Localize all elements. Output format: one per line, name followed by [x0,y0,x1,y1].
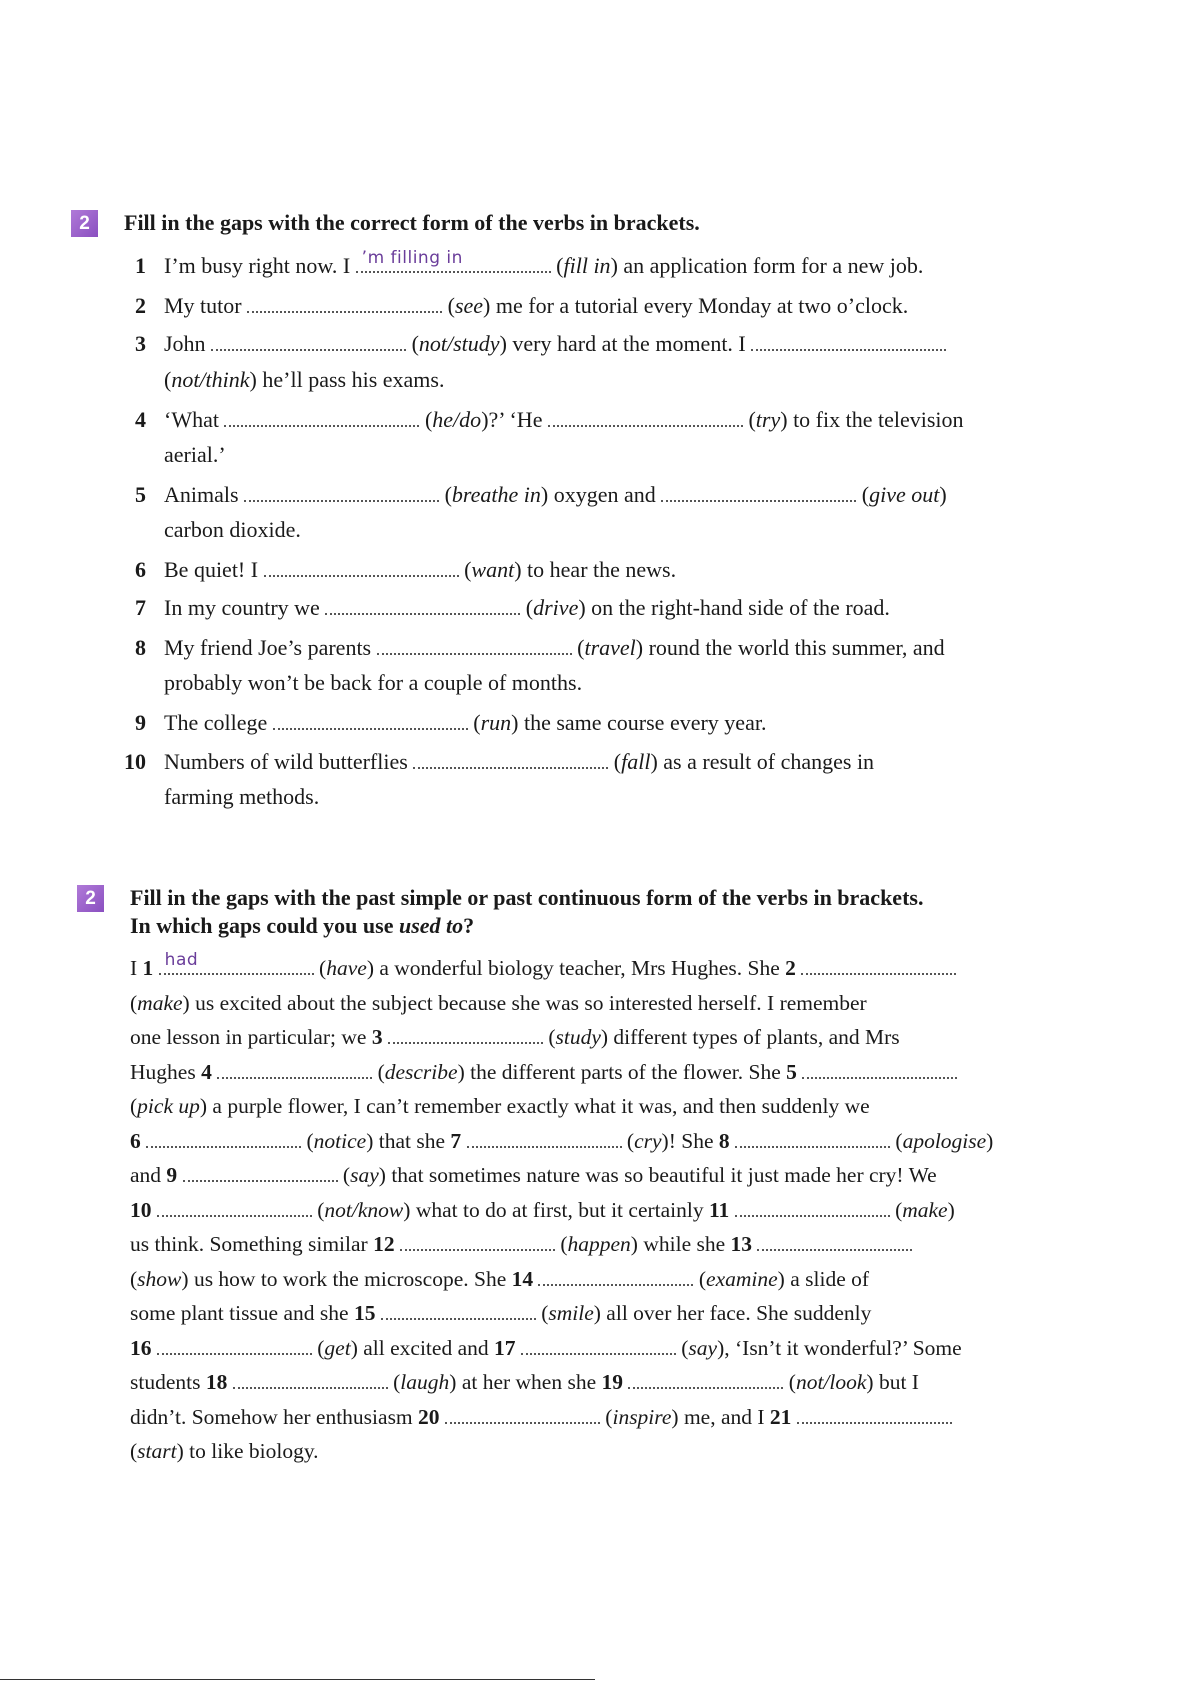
answer-gap[interactable] [797,1404,952,1424]
answer-gap[interactable] [157,1197,312,1217]
paragraph-line [130,1436,319,1466]
instruction-suffix: ? [463,913,475,938]
text: that sometimes nature was so beautiful it just made her cry! We [385,1163,937,1187]
text: different types of plants, and Mrs [608,1025,900,1049]
verb-hint: ( apologise ) [895,1129,993,1153]
text: as a result of changes in [657,749,875,774]
item-text [164,708,766,738]
text: The college [164,710,273,735]
answer-gap[interactable] [661,482,856,502]
item-number: 1 [135,253,146,278]
gap-number: 17 [493,1335,516,1360]
text: the different parts of the flower. She [464,1059,787,1084]
gap-number: 9 [166,1163,178,1187]
verb-hint: ( study ) [548,1025,608,1049]
answer-gap[interactable] [388,1024,543,1044]
text: ?’ ‘He [488,407,548,432]
text: didn’t. Somehow her enthusiasm [130,1404,419,1429]
text: ‘What [164,407,225,432]
text: ! She [668,1128,719,1153]
instruction-italic: used to [398,913,464,938]
gap-number: 12 [373,1232,395,1256]
verb-hint: ( pick up ) [130,1094,207,1118]
item-text [164,633,945,663]
gap-number: 16 [130,1335,152,1360]
answer-gap[interactable] [183,1162,338,1182]
gap-number: 11 [708,1197,730,1222]
paragraph-line [130,1160,937,1190]
text: Be quiet! I [164,557,264,582]
answer-gap[interactable] [381,1300,536,1320]
verb-hint: ( fall ) [614,749,658,774]
answer-gap[interactable] [735,1128,890,1148]
answer-gap[interactable] [801,955,956,975]
paragraph-line [130,1367,919,1397]
text: that she [373,1128,451,1153]
verb-hint: ( breathe in ) [445,482,549,507]
answer-gap[interactable] [413,749,608,769]
text: all excited and [357,1335,494,1360]
answer-gap[interactable] [467,1128,622,1148]
answer-gap[interactable] [247,293,442,313]
gap-number: 5 [786,1059,797,1084]
text: In my country we [164,595,326,620]
answer-gap[interactable] [217,1059,372,1079]
answer-gap[interactable] [159,950,314,975]
verb-hint: ( start ) [130,1439,184,1463]
verb-hint: ( say ) [343,1163,386,1187]
text: but I [873,1370,919,1394]
answer-gap[interactable] [521,1335,676,1355]
text: carbon dioxide. [164,517,301,542]
text: , ‘Isn’t it wonderful?’ Some [724,1335,962,1360]
text: My friend Joe’s parents [164,635,377,660]
item-text [164,668,582,698]
gap-number: 19 [601,1370,624,1394]
verb-hint: ( show ) [130,1267,189,1291]
item-text [164,329,946,359]
answer-gap[interactable] [356,248,551,273]
verb-hint: ( drive ) [526,595,586,620]
text: and [130,1163,167,1187]
text: some plant tissue and she [130,1301,354,1325]
verb-hint: ( try ) [748,407,787,432]
verb-hint: ( get ) [317,1336,358,1360]
answer-gap[interactable] [377,635,572,655]
text: one lesson in particular; we [130,1025,372,1049]
text: I [130,956,143,980]
paragraph-line [130,1057,957,1087]
gap-number: 18 [205,1370,228,1394]
item-number: 4 [135,407,146,432]
verb-hint: ( travel ) [577,635,643,660]
paragraph-line [130,1126,993,1156]
verb-hint: ( not/look ) [789,1370,874,1394]
verb-hint: ( inspire ) [605,1405,678,1429]
item-number: 10 [124,749,146,774]
item-number: 7 [135,595,146,620]
answer-gap[interactable] [538,1266,693,1286]
text: John [164,331,212,356]
gap-number: 21 [769,1404,792,1429]
item-text [164,782,319,812]
exercise-number-badge: 2 [77,885,104,912]
text: me, and I [678,1404,770,1429]
text: a wonderful biology teacher, Mrs Hughes. She [373,956,786,980]
verb-hint: ( want ) [464,557,521,582]
paragraph-line [130,950,956,983]
paragraph-line [130,988,867,1018]
gap-number: 8 [718,1128,730,1153]
text: at her when she [456,1370,602,1394]
answer-gap[interactable] [735,1197,890,1217]
answer-gap[interactable] [548,407,743,427]
text: oxygen and [548,482,662,507]
verb-hint: ( happen ) [560,1232,638,1256]
verb-hint: ( not/know ) [317,1198,410,1222]
text: farming methods. [164,784,320,809]
verb-hint: ( have ) [319,956,374,980]
answer-gap[interactable] [157,1335,312,1355]
text: to hear the news. [521,557,677,582]
paragraph-line [130,1402,952,1432]
text: he’ll pass his exams. [256,367,445,392]
text: probably won’t be back for a couple of months. [164,670,583,695]
exercise-number-badge: 2 [71,210,98,237]
text: while she [637,1232,731,1256]
verb-hint: ( say ) [681,1336,724,1360]
item-text [164,248,924,281]
item-number: 2 [135,293,146,318]
item-number: 6 [135,557,146,582]
item-text [164,515,301,545]
item-text [164,593,890,623]
text: My tutor [164,293,248,318]
item-number: 3 [135,331,146,356]
item-number: 8 [135,635,146,660]
answer-gap[interactable] [264,557,459,577]
text: a purple flower, I can’t remember exactly what it was, and then suddenly we [207,1094,870,1118]
text: a slide of [784,1266,870,1291]
verb-hint: ( notice ) [307,1129,374,1153]
text: very hard at the moment. I [506,331,752,356]
page-divider [0,1679,595,1680]
text: Hughes [130,1059,202,1084]
gap-number: 10 [130,1197,152,1222]
text: all over her face. She suddenly [600,1301,872,1325]
instruction-text: In which gaps could you use [130,913,399,938]
text: what to do at first, but it certainly [410,1197,709,1222]
answer-gap[interactable] [211,331,406,351]
text: Animals [164,482,245,507]
verb-hint: ( not/think ) [164,367,257,392]
answer-gap[interactable] [325,595,520,615]
text: to fix the television [787,407,964,432]
gap-number: 3 [371,1025,383,1049]
paragraph-line [130,1229,912,1259]
gap-number: 14 [511,1266,534,1291]
verb-hint: ( fill in ) [556,253,618,278]
item-number: 5 [135,482,146,507]
text: round the world this summer, and [643,635,945,660]
answer-gap[interactable] [628,1369,783,1389]
text: students [130,1370,206,1394]
verb-hint: ( see ) [448,293,491,318]
answer-gap[interactable] [224,407,419,427]
paragraph-line [130,1195,955,1225]
item-text [164,555,676,585]
text: me for a tutorial every Monday at two o’clock. [490,293,909,318]
answer-gap[interactable] [146,1128,301,1148]
paragraph-line [130,1333,962,1363]
text: an application form for a new job. [617,253,924,278]
answer-gap[interactable] [445,1404,600,1424]
text: Numbers of wild butterflies [164,749,414,774]
item-text [164,365,444,395]
verb-hint: ( examine ) [699,1267,785,1291]
paragraph-line [130,1022,900,1052]
handwritten-answer: had [164,950,199,970]
exercise-instruction-line-2 [130,913,474,939]
verb-hint: ( make ) [130,991,190,1015]
gap-number: 6 [130,1128,141,1153]
paragraph-line [130,1091,870,1121]
verb-hint: ( not/study ) [412,331,507,356]
gap-number: 13 [730,1232,753,1256]
verb-hint: ( smile ) [541,1301,601,1325]
item-text [164,480,947,510]
text: on the right-hand side of the road. [585,595,890,620]
gap-number: 1 [142,956,154,980]
verb-hint: ( laugh ) [393,1370,456,1394]
exercise-instruction: Fill in the gaps with the correct form of the verbs in brackets. [124,210,700,235]
text: I’m busy right now. I [164,253,356,278]
gap-number: 20 [418,1404,440,1429]
verb-hint: ( he/do ) [425,407,489,432]
text: us excited about the subject because she was so interested herself. I remember [189,990,867,1015]
item-number: 9 [135,710,146,735]
answer-gap[interactable] [757,1231,912,1251]
answer-gap[interactable] [233,1369,388,1389]
answer-gap[interactable] [802,1059,957,1079]
item-text [164,291,908,321]
paragraph-line [130,1298,871,1328]
text: to like biology. [183,1439,319,1463]
gap-number: 2 [785,956,796,980]
text: us how to work the microscope. She [188,1266,512,1291]
handwritten-answer: ’m filling in [361,248,463,268]
verb-hint: ( cry ) [627,1129,669,1153]
answer-gap[interactable] [400,1231,555,1251]
item-text [164,440,226,470]
gap-number: 4 [201,1059,212,1084]
gap-number: 15 [353,1301,376,1325]
gap-number: 7 [450,1128,462,1153]
paragraph-line [130,1264,869,1294]
answer-gap[interactable] [244,482,439,502]
verb-hint: ( describe ) [378,1060,465,1084]
text: us think. Something similar [130,1232,374,1256]
verb-hint: ( run ) [473,710,518,735]
answer-gap[interactable] [751,331,946,351]
answer-gap[interactable] [273,710,468,730]
item-text [164,747,874,777]
exercise-instruction-line-1: Fill in the gaps with the past simple or past continuous form of the verbs in brackets. [130,885,924,910]
text: the same course every year. [518,710,767,735]
item-text [164,405,964,435]
verb-hint: ( give out ) [862,482,947,507]
verb-hint: ( make ) [895,1198,955,1222]
text: aerial.’ [164,442,226,467]
